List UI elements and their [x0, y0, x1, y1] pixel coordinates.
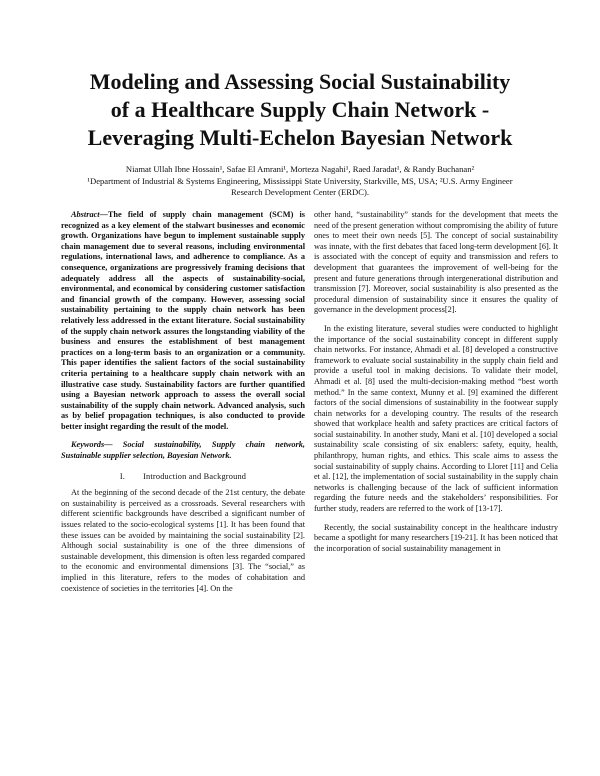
- section-heading: [61, 472, 305, 483]
- abstract-label: Abstract—: [71, 210, 108, 219]
- body-paragraph: At the beginning of the second decade of the 21st century, the debate on sustainability is perceived as a crossroads. Several researchers with different scientific backgrounds have described a significant number of issues related to the socio-ecological systems [1]. It has been found that these issues can be avoided by maintaining the social sustainability [2]. Although social sustainability is one of the three dimensions of sustainable development, this dimension is often less regarded compared to the economic and environmental dimensions [3]. The “social,” as implied in this literature, refers to the modes of cohabitation and coexistence of societies in the territories [4]. On the: [61, 488, 305, 593]
- abstract: [61, 210, 305, 432]
- affiliation-line: Research Development Center (ERDC).: [231, 187, 369, 197]
- left-column: [61, 210, 305, 602]
- abstract-text: The field of supply chain management (SCM) is recognized as a key element of the stalwart businesses and economic growth. Organizations have begun to implement sustainable supply chain management due to several reasons, including environmental regulations, international laws, and adherence to compliance. As a consequence, organizations are progressively framing decisions that adequately address all the aspects of sustainability-social, environmental, and economical by considering customer satisfaction and financial growth of the company. However, assessing social sustainability pertaining to the supply chain network has been relatively less addressed in the extant literature. Social sustainability of the supply chain network assures the longstanding viability of the business and ensures the establishment of best management practices on a long-term basis to an organization or a community. This paper identifies the salient factors of the social sustainability criteria pertaining to a healthcare supply chain network with an illustrative case study. Sustainability factors are further quantified using a Bayesian network approach to assess the overall social sustainability of the supply chain network. Advanced analysis, such as by belief propagation techniques, is also conducted to provide better insight regarding the result of the model.: [61, 210, 305, 431]
- section-title: Introduction and Background: [143, 471, 247, 481]
- keywords-text: Social sustainability, Supply chain network, Sustainable supplier selection, Bayesian Network.: [61, 440, 306, 461]
- title-line: Modeling and Assessing Social Sustainability: [89, 69, 511, 94]
- body-paragraph: In the existing literature, several studies were conducted to highlight the importance of the social sustainability concept in different supply chain networks. For instance, Ahmadi et al. [8] developed a constructive framework to evaluate social sustainability in the supply chain field and provide a useful tool in making decisions. To validate their model, Ahmadi et al. [8] used the multi-decision-making method “best worth method.” In the same context, Munny et al. [9] examined the different factors of the social dimensions of sustainability in the footwear supply chain networks for a developing country. The results of the research showed that workplace health and safety practices are critical factors of social sustainability. In another study, Mani et al. [10] developed a social sustainability scale consisting of six enablers: safety, equity, health, philanthropy, human rights, and ethics. This scale aims to assess the social sustainability of supply chains. According to Lloret [11] and Celia et al. [12], the implementation of social sustainability in the supply chain networks is challenging because of the lack of sufficient information regarding the future needs and the stakeholders’ responsibilities. For further study, readers are referred to the work of [13-17].: [314, 323, 558, 514]
- paper-title: [40, 68, 560, 152]
- body-paragraph: other hand, “sustainability” stands for the development that meets the need of the present generation without compromising the ability of future ones to meet their own needs [5]. The concept of social sustainability was innate, with the first debates that faced long-term development [6]. It is associated with the concept of equity and transmission and refers to development that guarantees the improvement of well-being for the present and future generations through intergenerational distribution and transmission [7]. Moreover, social sustainability is also presented as the procedural dimension of sustainability since it ensures the quality of governance in the development process[2].: [314, 210, 558, 315]
- author-list: Niamat Ullah Ibne Hossain¹, Safae El Amrani¹, Morteza Nagahi¹, Raed Jaradat¹, & Randy Buchanan²: [125, 164, 475, 174]
- keywords: [61, 440, 305, 461]
- affiliations: [40, 176, 560, 198]
- affiliation-line: ¹Department of Industrial & Systems Engineering, Mississippi State University, Starkville, MS, USA; ²U.S. Army Engineer: [87, 176, 513, 186]
- body-paragraph: Recently, the social sustainability concept in the healthcare industry became a spotlight for many researchers [19-21]. It has been noticed that the incorporation of social sustainability management in: [314, 522, 558, 553]
- title-line: of a Healthcare Supply Chain Network -: [110, 97, 490, 122]
- section-number: I.: [119, 471, 126, 481]
- title-line: Leveraging Multi-Echelon Bayesian Network: [87, 125, 513, 150]
- right-column: [314, 210, 558, 562]
- keywords-label: Keywords—: [71, 440, 113, 450]
